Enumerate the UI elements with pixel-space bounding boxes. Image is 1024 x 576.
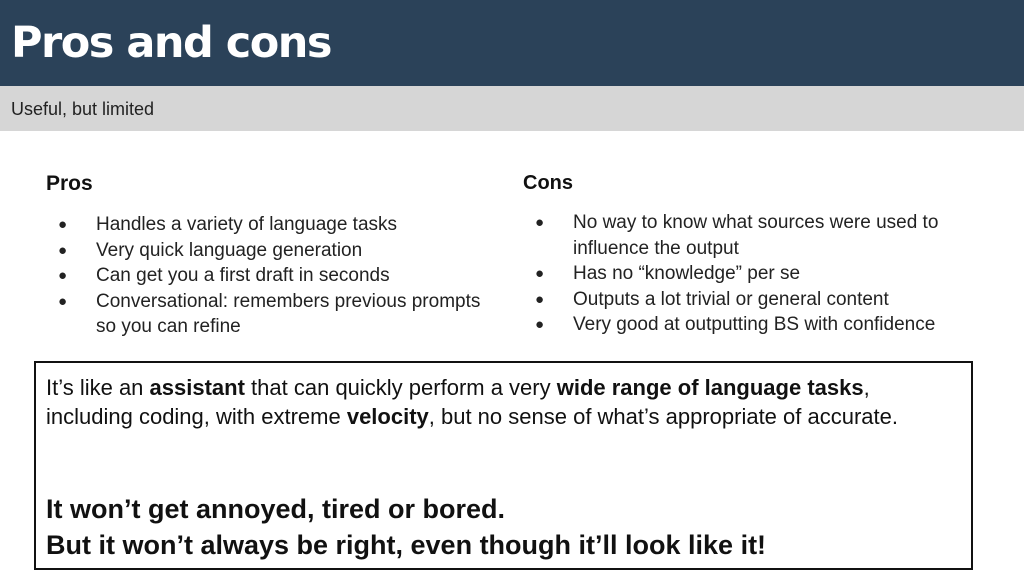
pros-item: ● Conversational: remembers previous prompts so you can refine — [46, 289, 486, 340]
callout-box — [34, 361, 973, 570]
pros-item: ● Handles a variety of language tasks — [46, 212, 486, 238]
callout-line-2: It won’t get annoyed, tired or bored. — [46, 494, 506, 524]
cons-item: ● Outputs a lot trivial or general content — [523, 287, 983, 313]
slide-title: Pros and cons — [11, 18, 331, 68]
callout-text-c: that can quickly perform a very — [244, 375, 557, 400]
cons-item: ● Has no “knowledge” per se — [523, 261, 983, 287]
pros-item: ● Very quick language generation — [46, 238, 486, 264]
callout-text-g: , but no sense of what’s appropriate of accurate. — [428, 404, 898, 429]
pros-heading: Pros — [46, 172, 93, 195]
cons-item: ● Very good at outputting BS with confidence — [523, 312, 983, 338]
callout-text-e: , including coding, with extreme — [46, 375, 870, 429]
callout-paragraph — [46, 373, 961, 431]
callout-emph-range: wide range of language tasks — [556, 375, 864, 400]
callout-line-3: But it won’t always be right, even though it’ll look like it! — [46, 530, 767, 560]
cons-heading: Cons — [523, 172, 573, 194]
callout-emph-velocity: velocity — [346, 404, 429, 429]
pros-list — [46, 212, 486, 340]
pros-item: ● Can get you a first draft in seconds — [46, 263, 486, 289]
callout-text-a: It’s like an — [46, 375, 150, 400]
callout-emph-assistant: assistant — [149, 375, 245, 400]
cons-list — [523, 210, 983, 338]
cons-item: ● No way to know what sources were used to influence the output — [523, 210, 983, 261]
callout-emphasis — [46, 491, 961, 563]
slide-subtitle: Useful, but limited — [11, 99, 155, 119]
